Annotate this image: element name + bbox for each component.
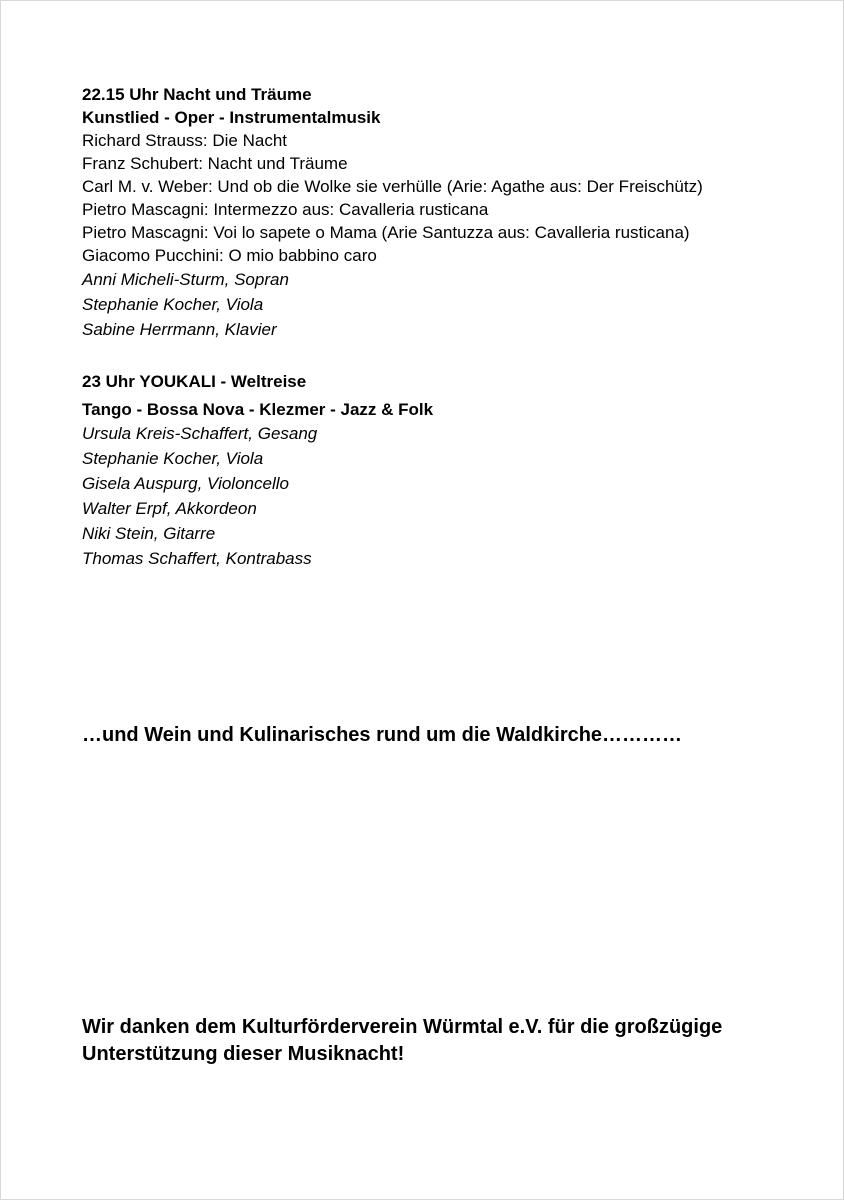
performer: Anni Micheli-Sturm, Sopran [82,270,289,289]
performer: Stephanie Kocher, Viola [82,449,264,468]
section-subheading: Kunstlied - Oper - Instrumentalmusik [82,108,381,127]
program-piece: Carl M. v. Weber: Und ob die Wolke sie verhülle (Arie: Agathe aus: Der Freischütz) [82,177,703,196]
program-piece: Franz Schubert: Nacht und Träume [82,154,348,173]
performer: Stephanie Kocher, Viola [82,295,264,314]
performer: Gisela Auspurg, Violoncello [82,474,289,493]
section-heading: 23 Uhr YOUKALI - Weltreise [82,372,307,391]
thanks-line: Unterstützung dieser Musiknacht! [82,1043,405,1065]
performer: Ursula Kreis-Schaffert, Gesang [82,424,318,443]
program-piece: Richard Strauss: Die Nacht [82,131,288,150]
program-piece: Giacomo Pucchini: O mio babbino caro [82,246,377,265]
wine-note: …und Wein und Kulinarisches rund um die Waldkirche………… [82,724,683,746]
program-piece: Pietro Mascagni: Intermezzo aus: Cavalleria rusticana [82,200,489,219]
program-section-youkali [82,370,433,571]
section-subheading: Tango - Bossa Nova - Klezmer - Jazz & Folk [82,400,434,419]
performer: Sabine Herrmann, Klavier [82,320,277,339]
program-piece: Pietro Mascagni: Voi lo sapete o Mama (Arie Santuzza aus: Cavalleria rusticana) [82,223,690,242]
section-heading: 22.15 Uhr Nacht und Träume [82,85,312,104]
thanks-note [82,1014,722,1068]
thanks-line: Wir danken dem Kulturförderverein Würmtal e.V. für die großzügige [82,1016,723,1038]
performer: Niki Stein, Gitarre [82,524,216,543]
program-section-nacht-und-traeume [82,83,703,342]
performer: Thomas Schaffert, Kontrabass [82,549,312,568]
performer: Walter Erpf, Akkordeon [82,499,257,518]
